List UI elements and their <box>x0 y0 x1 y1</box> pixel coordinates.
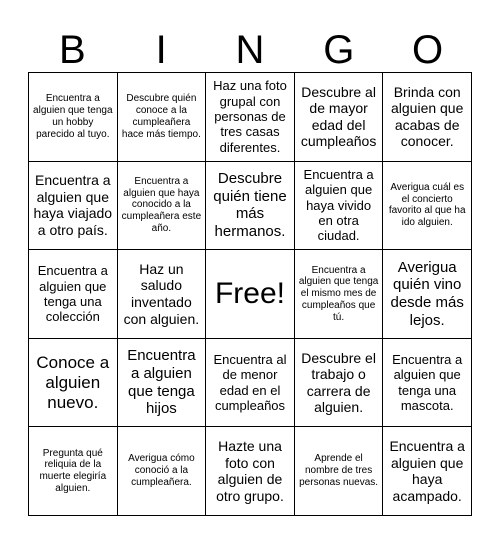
cell-text: Encuentra a alguien que tenga un hobby parecido al tuyo. <box>33 93 113 140</box>
cell-text: Descubre quién tiene más hermanos. <box>213 170 287 241</box>
bingo-cell-r4c3[interactable] <box>206 339 295 428</box>
bingo-cell-r3c1[interactable] <box>29 250 118 339</box>
bingo-cell-r1c1[interactable] <box>29 73 118 162</box>
cell-text: Encuentra a alguien que haya conocido a la cumpleañera este año. <box>121 175 202 235</box>
cell-text: Encuentra a alguien que tenga una colección <box>37 263 108 325</box>
cell-text: Haz una foto grupal con personas de tres casas diferentes. <box>213 78 287 155</box>
bingo-cell-r2c5[interactable] <box>383 162 472 251</box>
header-letter-o: O <box>412 28 444 72</box>
free-space-text: Free! <box>214 277 285 311</box>
cell-text: Pregunta qué reliquia de la muerte elegiría alguien. <box>39 447 107 494</box>
cell-text: Descubre quién conoce a la cumpleañera hace más tiempo. <box>121 93 201 140</box>
bingo-cell-r2c1[interactable] <box>29 162 118 251</box>
cell-text: Brinda con alguien que acabas de conocer. <box>390 83 464 150</box>
cell-text: Descubre al de mayor edad del cumpleaños <box>300 83 377 150</box>
bingo-cell-r4c1[interactable] <box>29 339 118 428</box>
bingo-cell-r2c2[interactable] <box>118 162 207 251</box>
bingo-cell-r1c2[interactable] <box>118 73 207 162</box>
cell-text: Encuentra a alguien que tenga el mismo mes de cumpleaños que tú. <box>298 264 379 323</box>
bingo-cell-r1c4[interactable] <box>295 73 384 162</box>
cell-text: Averigua quién vino desde más lejos. <box>390 258 464 329</box>
bingo-cell-r3c5[interactable] <box>383 250 472 339</box>
bingo-cell-r5c1[interactable] <box>29 427 118 516</box>
bingo-cell-r4c5[interactable] <box>383 339 472 428</box>
cell-text: Encuentra al de menor edad en el cumpleaños <box>213 351 287 413</box>
cell-text: Averigua cómo conoció a la cumpleañera. <box>128 453 195 489</box>
bingo-cell-r5c2[interactable] <box>118 427 207 516</box>
header-letter-g: G <box>323 28 355 72</box>
cell-text: Averigua cuál es el concierto favorito al que ha ido alguien. <box>388 181 466 229</box>
bingo-cell-r2c3[interactable] <box>206 162 295 251</box>
bingo-cell-r4c2[interactable] <box>118 339 207 428</box>
bingo-header <box>28 28 472 72</box>
bingo-cell-r3c2[interactable] <box>118 250 207 339</box>
bingo-cell-r5c3[interactable] <box>206 427 295 516</box>
bingo-cell-r2c4[interactable] <box>295 162 384 251</box>
bingo-cell-free[interactable] <box>206 250 295 339</box>
cell-text: Encuentra a alguien que tenga hijos <box>127 347 196 418</box>
header-letter-n: N <box>235 28 265 72</box>
cell-text: Encuentra a alguien que tenga una mascota. <box>392 351 463 413</box>
bingo-grid <box>28 72 472 516</box>
bingo-cell-r1c3[interactable] <box>206 73 295 162</box>
bingo-cell-r3c4[interactable] <box>295 250 384 339</box>
bingo-cell-r5c4[interactable] <box>295 427 384 516</box>
bingo-cell-r4c4[interactable] <box>295 339 384 428</box>
cell-text: Aprende el nombre de tres personas nuevas. <box>299 453 379 489</box>
cell-text: Encuentra a alguien que haya viajado a otro país. <box>33 172 113 238</box>
bingo-cell-r1c5[interactable] <box>383 73 472 162</box>
cell-text: Encuentra a alguien que haya acampado. <box>389 438 465 504</box>
header-letter-i: I <box>155 28 167 72</box>
header-letter-b: B <box>59 28 86 72</box>
cell-text: Conoce a alguien nuevo. <box>36 352 110 412</box>
cell-text: Hazte una foto con alguien de otro grupo. <box>216 438 284 504</box>
cell-text: Descubre el trabajo o carrera de alguien. <box>301 349 376 416</box>
cell-text: Encuentra a alguien que haya vivido en otra ciudad. <box>303 167 374 244</box>
bingo-cell-r5c5[interactable] <box>383 427 472 516</box>
cell-text: Haz un saludo inventado con alguien. <box>123 260 200 327</box>
